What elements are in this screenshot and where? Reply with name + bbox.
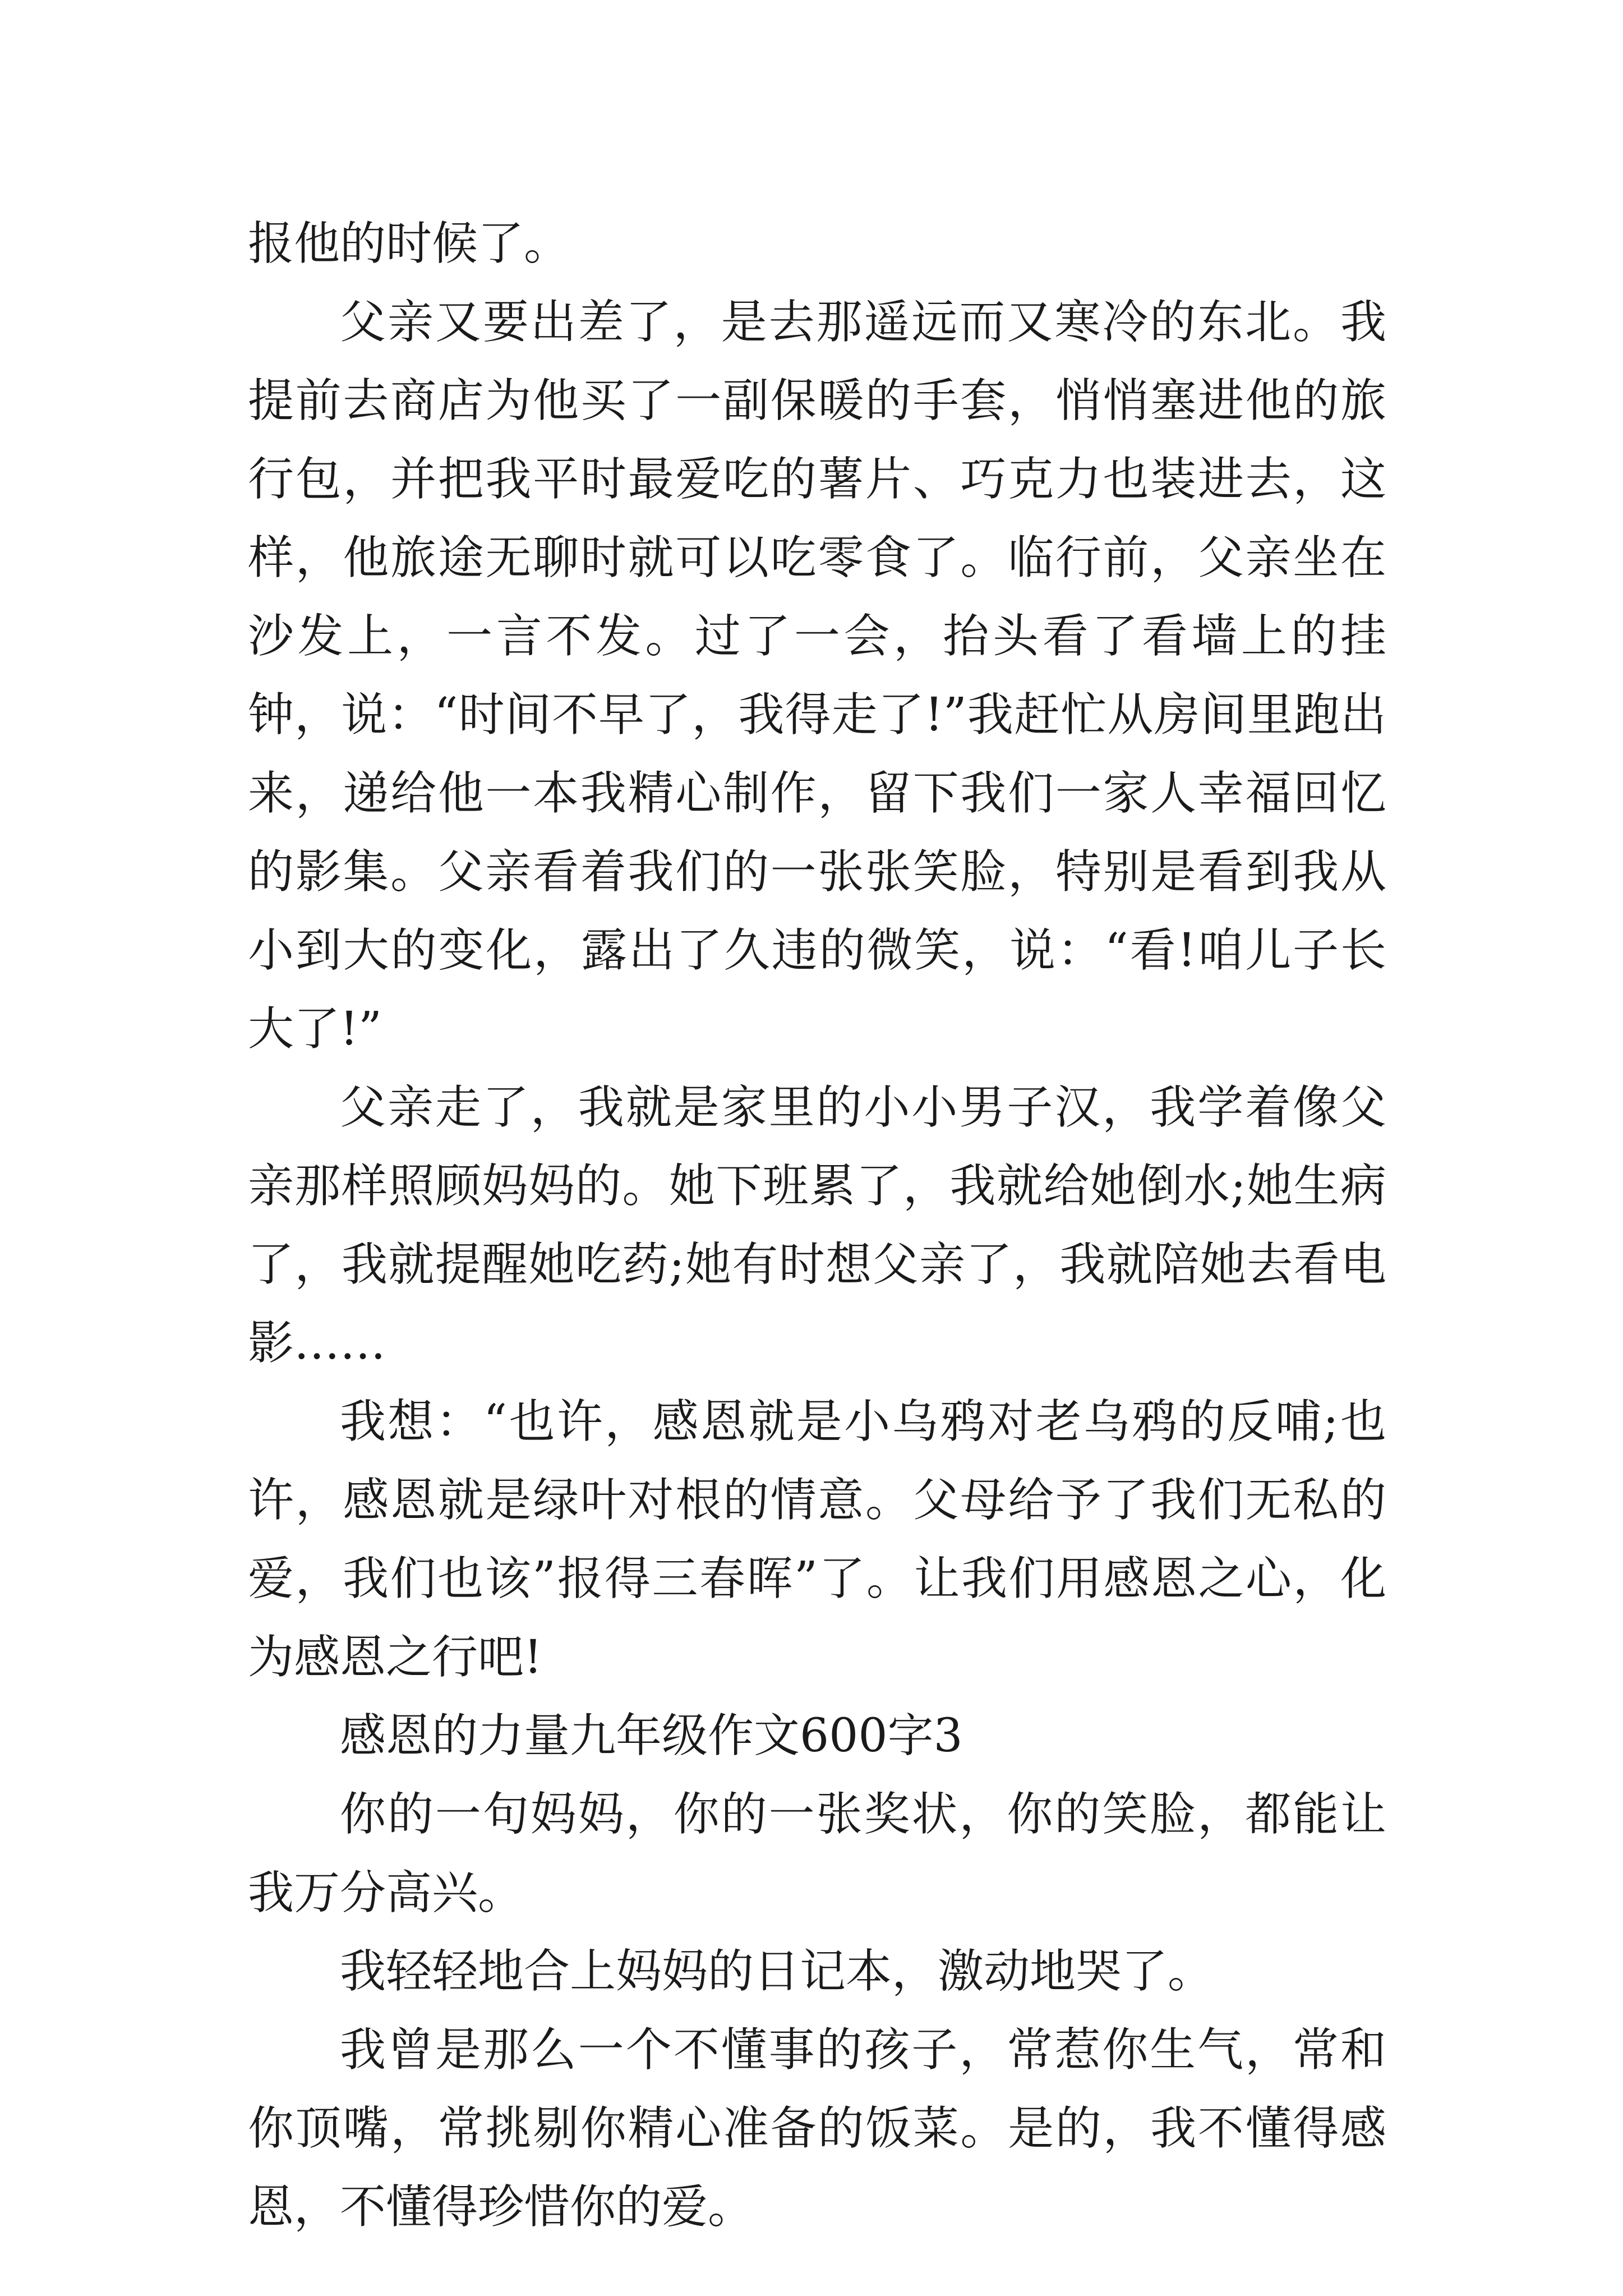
paragraph-continuation: 报他的时候了。 xyxy=(248,217,570,270)
paragraph-mother-happiness: 你的一句妈妈，你的一张奖状，你的笑脸，都能让我万分高兴。 xyxy=(248,1788,1386,1920)
paragraph-gratitude-reflection: 我想：“也许，感恩就是小乌鸦对老乌鸦的反哺;也许，感恩就是绿叶对根的情意。父母给予了我们无私的爱，我们也该”报得三春晖”了。让我们用感恩之心，化为感恩之行吧! xyxy=(248,1395,1386,1684)
paragraph-regret: 我曾是那么一个不懂事的孩子，常惹你生气，常和你顶嘴，常挑剔你精心准备的饭菜。是的，我不懂得感恩，不懂得珍惜你的爱。 xyxy=(248,2023,1386,2234)
body-text xyxy=(248,205,1386,2247)
paragraph-caring-for-mother: 父亲走了，我就是家里的小小男子汉，我学着像父亲那样照顾妈妈的。她下班累了，我就给她倒水;她生病了，我就提醒她吃药;她有时想父亲了，我就陪她去看电影…… xyxy=(248,1081,1386,1370)
paragraph-closing-diary: 我轻轻地合上妈妈的日记本，激动地哭了。 xyxy=(340,1945,1214,1998)
paragraph-father-business-trip: 父亲又要出差了，是去那遥远而又寒冷的东北。我提前去商店为他买了一副保暖的手套，悄悄塞进他的旅行包，并把我平时最爱吃的薯片、巧克力也装进去，这样，他旅途无聊时就可以吃零食了。临行前，父亲坐在沙发上，一言不发。过了一会，抬头看了看墙上的挂钟，说：“时间不早了，我得走了!”我赶忙从房间里跑出来，递给他一本我精心制作，留下我们一家人幸福回忆的影集。父亲看着我们的一张张笑脸，特别是看到我从小到大的变化，露出了久违的微笑，说：“看!咱儿子长大了!” xyxy=(248,296,1386,1056)
essay-title: 感恩的力量九年级作文600字3 xyxy=(340,1709,963,1763)
